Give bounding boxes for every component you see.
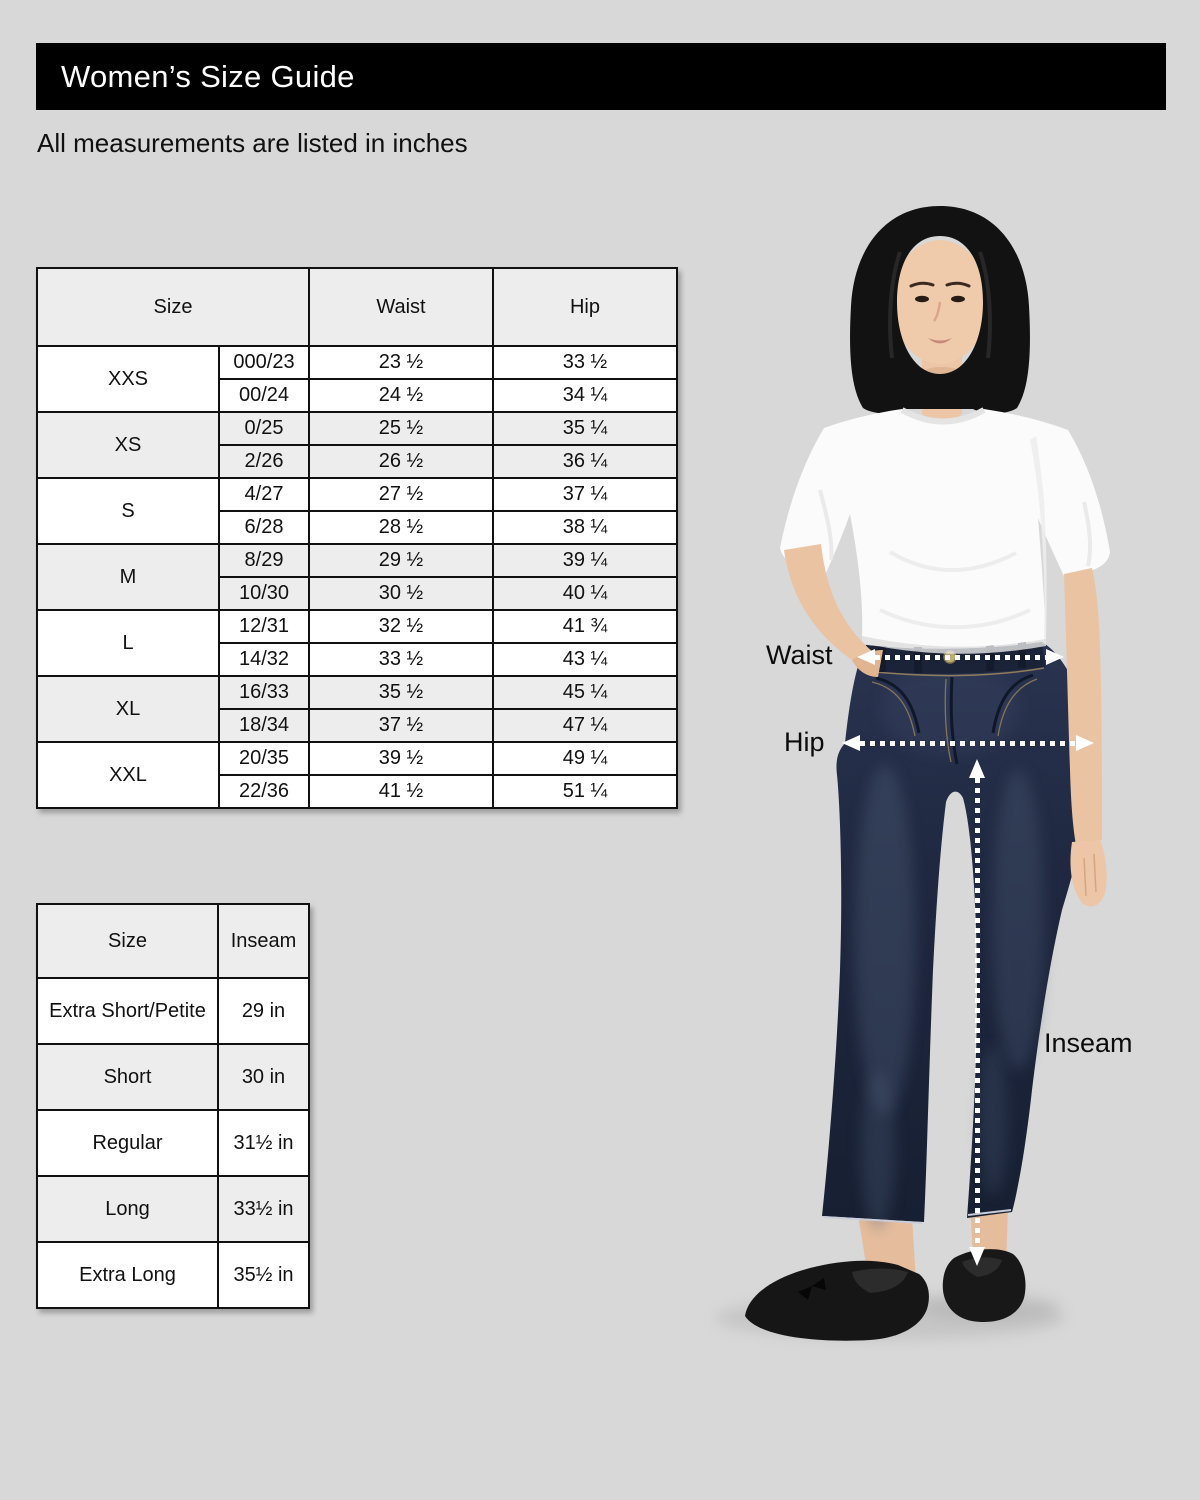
table-row [37, 346, 677, 379]
waist-value-cell: 37 ½ [309, 709, 493, 742]
subsize-cell: 2/26 [219, 445, 309, 478]
length-name-cell: Extra Long [37, 1242, 218, 1308]
subsize-cell: 00/24 [219, 379, 309, 412]
subsize-cell: 22/36 [219, 775, 309, 808]
hip-value-cell: 45 ¼ [493, 676, 677, 709]
hip-value-cell: 35 ¼ [493, 412, 677, 445]
subsize-cell: 12/31 [219, 610, 309, 643]
length-name-cell: Long [37, 1176, 218, 1242]
table-row [37, 676, 677, 709]
waist-label: Waist [766, 640, 833, 670]
size-group-cell: XXL [37, 742, 219, 808]
hip-value-cell: 33 ½ [493, 346, 677, 379]
waist-value-cell: 28 ½ [309, 511, 493, 544]
inseam-value-cell: 33½ in [218, 1176, 309, 1242]
hip-value-cell: 41 ¾ [493, 610, 677, 643]
hip-arrow-left-icon [842, 735, 860, 751]
hip-value-cell: 43 ¼ [493, 643, 677, 676]
inseam-arrow-up-icon [969, 759, 985, 778]
col-header-hip: Hip [493, 268, 677, 346]
waist-value-cell: 35 ½ [309, 676, 493, 709]
waist-value-cell: 26 ½ [309, 445, 493, 478]
inseam-measure-line [975, 778, 980, 1248]
table-row [37, 478, 677, 511]
waist-value-cell: 32 ½ [309, 610, 493, 643]
size-group-cell: M [37, 544, 219, 610]
measurement-note: All measurements are listed in inches [37, 128, 468, 158]
size-group-cell: XXS [37, 346, 219, 412]
col-header-size: Size [37, 268, 309, 346]
inseam-table [36, 903, 310, 1309]
waist-value-cell: 24 ½ [309, 379, 493, 412]
waist-value-cell: 41 ½ [309, 775, 493, 808]
hip-value-cell: 34 ¼ [493, 379, 677, 412]
subsize-cell: 000/23 [219, 346, 309, 379]
col-header-waist: Waist [309, 268, 493, 346]
waist-measure-line [875, 655, 1046, 660]
inseam-arrow-down-icon [969, 1247, 985, 1266]
inseam-value-cell: 30 in [218, 1044, 309, 1110]
waist-arrow-left-icon [857, 649, 875, 665]
table-row [37, 1242, 309, 1308]
inseam-table-header-row [37, 904, 309, 978]
size-group-cell: XS [37, 412, 219, 478]
model-photo [700, 190, 1200, 1350]
waist-value-cell: 39 ½ [309, 742, 493, 775]
subsize-cell: 4/27 [219, 478, 309, 511]
waist-value-cell: 29 ½ [309, 544, 493, 577]
table-row [37, 412, 677, 445]
subsize-cell: 0/25 [219, 412, 309, 445]
hip-measure-line [860, 741, 1076, 746]
size-group-cell: L [37, 610, 219, 676]
subsize-cell: 6/28 [219, 511, 309, 544]
subsize-cell: 16/33 [219, 676, 309, 709]
hip-value-cell: 39 ¼ [493, 544, 677, 577]
subsize-cell: 8/29 [219, 544, 309, 577]
subsize-cell: 20/35 [219, 742, 309, 775]
length-name-cell: Extra Short/Petite [37, 978, 218, 1044]
hip-arrow-right-icon [1076, 735, 1094, 751]
table-row [37, 544, 677, 577]
table-row [37, 1044, 309, 1110]
hip-value-cell: 40 ¼ [493, 577, 677, 610]
title-bar [36, 43, 1166, 110]
table-row [37, 1110, 309, 1176]
waist-value-cell: 33 ½ [309, 643, 493, 676]
waist-value-cell: 30 ½ [309, 577, 493, 610]
model-figure [700, 190, 1200, 1350]
page-title: Women’s Size Guide [61, 58, 355, 94]
waist-value-cell: 23 ½ [309, 346, 493, 379]
inseam-value-cell: 31½ in [218, 1110, 309, 1176]
hip-value-cell: 37 ¼ [493, 478, 677, 511]
table-row [37, 1176, 309, 1242]
size-table-header-row [37, 268, 677, 346]
waist-value-cell: 27 ½ [309, 478, 493, 511]
table-row [37, 610, 677, 643]
hip-label: Hip [784, 727, 825, 757]
size-group-cell: XL [37, 676, 219, 742]
hip-value-cell: 51 ¼ [493, 775, 677, 808]
subsize-cell: 10/30 [219, 577, 309, 610]
length-name-cell: Regular [37, 1110, 218, 1176]
hip-value-cell: 49 ¼ [493, 742, 677, 775]
table-row [37, 742, 677, 775]
hip-value-cell: 38 ¼ [493, 511, 677, 544]
size-group-cell: S [37, 478, 219, 544]
hip-value-cell: 36 ¼ [493, 445, 677, 478]
hip-value-cell: 47 ¼ [493, 709, 677, 742]
inseam-label: Inseam [1044, 1028, 1133, 1058]
col-header-size: Size [37, 904, 218, 978]
length-name-cell: Short [37, 1044, 218, 1110]
waist-value-cell: 25 ½ [309, 412, 493, 445]
waist-arrow-right-icon [1046, 649, 1064, 665]
subsize-cell: 14/32 [219, 643, 309, 676]
jeans [822, 642, 1091, 1230]
table-row [37, 978, 309, 1044]
inseam-value-cell: 29 in [218, 978, 309, 1044]
col-header-inseam: Inseam [218, 904, 309, 978]
size-table [36, 267, 678, 809]
inseam-value-cell: 35½ in [218, 1242, 309, 1308]
subsize-cell: 18/34 [219, 709, 309, 742]
